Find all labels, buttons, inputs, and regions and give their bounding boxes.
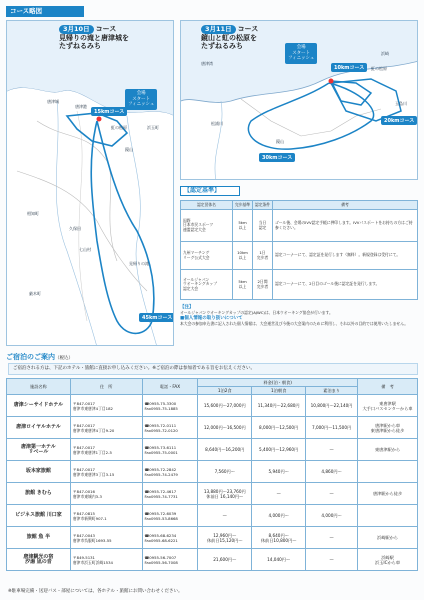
hotel-room: 7,000円〜11,500円 [306, 417, 358, 439]
lodging-title-sub: （税込） [55, 356, 73, 361]
section-header-map: コース略図 [6, 6, 84, 17]
table-row [7, 395, 418, 417]
cert-req: 5km 以上 [233, 270, 253, 300]
course-left-date: 3月10日 [59, 25, 94, 34]
hotel-double: 8,640円〜 休前日10,800円〜 [252, 527, 306, 549]
hotel-room: — [306, 527, 358, 549]
venue-marker-left [97, 117, 102, 122]
cert-cond: 2日間 完歩者 [253, 270, 273, 300]
hotel-single: 8,640円〜16,200円 [198, 439, 252, 461]
place-kyuragi: 厳木町 [29, 291, 41, 296]
place-kubota: 久保田 [69, 226, 81, 231]
cert-note: 認定コーナーにて、2日目のゴール後に認定証を発行します。 [273, 270, 418, 300]
col-tel: 電話・FAX [142, 379, 198, 395]
table-row [7, 461, 418, 483]
cert-table [180, 200, 418, 300]
hotel-name: 旅館 きむら [7, 483, 71, 505]
cert-note: ゴール後、会場のIVV認定手帳に押印します。IVVパスポートをお持ちの方はご持参ください。 [273, 210, 418, 242]
hotel-name: 唐津観光の宿 汐湯 凪の音 [7, 549, 71, 571]
cert-col-note: 備考 [273, 201, 418, 210]
cert-notes-text: オールジャパンウオーキングカップの認定(AJWC)は、日本ウオーキング協会が行います。 [180, 309, 333, 315]
lodging-table [6, 378, 418, 571]
badge-30km: 30kmコース [259, 153, 295, 162]
hotel-double: 14,040円〜 [252, 549, 306, 571]
lodging-footnote: ※駐車場完備・送迎バス・部屋については、各ホテル・旅館にお問い合わせください。 [8, 589, 183, 594]
hotel-double: — [252, 483, 306, 505]
hotel-double: 11,340円〜22,680円 [252, 395, 306, 417]
table-row [7, 549, 418, 571]
cert-panel [180, 186, 418, 346]
hotel-remark: 浜崎駅から [358, 527, 418, 549]
cert-head: 【認定基準】 [180, 186, 240, 196]
hotel-double: 5,400円〜12,960円 [252, 439, 306, 461]
cert-col-cond: 認定条件 [253, 201, 273, 210]
course-right-label: コース [237, 25, 259, 33]
hotel-addr: 〒847-0017 唐津市東唐津3丁目3-15 [70, 461, 142, 483]
cert-note: 認定コーナーにて、認定証を発行します（無料）。新規登録は受付にて。 [273, 242, 418, 270]
cert-notes-head: 【注】 [180, 305, 194, 310]
course-right-title [201, 25, 258, 51]
cert-cond: 1日 完歩者 [253, 242, 273, 270]
hotel-remark [358, 505, 418, 527]
hotel-single: 12,000円〜16,500円 [198, 417, 252, 439]
col-room: 素泊まり [306, 387, 358, 395]
table-row [7, 527, 418, 549]
hotel-tel: ☎0955-75-3300 Fax0955-75-1885 [142, 395, 198, 417]
place-hamatama: 浜玉町 [147, 125, 159, 130]
place-nanayama: 七山村 [79, 247, 91, 252]
course-right-title-line1: 鏡山と虹の松原を [201, 33, 257, 42]
col-name: 施設名称 [7, 379, 71, 395]
cert-row [181, 210, 418, 242]
hotel-name: 坂本家旅館 [7, 461, 71, 483]
hotel-name: 唐津シーサイドホテル [7, 395, 71, 417]
hotel-remark: 東唐津駅 大手口バスセンターから車 [358, 395, 418, 417]
col-single: 1泊2食 [198, 387, 252, 395]
place-right-kagami: 鏡山 [276, 139, 284, 144]
hotel-room: 10,800円〜22,140円 [306, 395, 358, 417]
place-mikaeri-falls: 見帰りの滝 [129, 261, 149, 266]
hotel-addr: 〒847-0017 唐津市東唐津1丁目2-5 [70, 439, 142, 461]
hotel-single: 15,600円〜27,000円 [198, 395, 252, 417]
hotel-tel: ☎0955-72-0111 Fax0955-72-0120 [142, 417, 198, 439]
hotel-tel: ☎0955-72-4617 Fax0955-74-7731 [142, 483, 198, 505]
hotel-remark [358, 461, 418, 483]
hotel-addr: 〒847-0016 唐津市東城内3-3 [70, 483, 142, 505]
col-price: 料金(泊・朝食) [198, 379, 358, 387]
course-left-title-line2: たずねるみち [59, 42, 101, 50]
place-karatsu-port: 唐津港 [75, 104, 87, 109]
venue-box-left: 会場 スタート フィニッシュ [125, 89, 157, 110]
hotel-tel: ☎0955-72-6039 Fax0955-53-8668 [142, 505, 198, 527]
cert-col-org: 認定団体名 [181, 201, 233, 210]
place-right-niji: 虹の松原 [371, 66, 387, 71]
place-right-tamashima: 玉島川 [395, 101, 407, 106]
hotel-name: 唐津第一ホテル リベール [7, 439, 71, 461]
hotel-name: ビジネス旅館 川口家 [7, 505, 71, 527]
place-kagamiyama: 鏡山 [125, 147, 133, 152]
course-right-date: 3月11日 [201, 25, 236, 34]
hotel-addr: 〒849-5131 唐津市浜玉町浜崎1534 [70, 549, 142, 571]
badge-20km: 20kmコース [381, 116, 417, 125]
col-double: 1泊朝食 [252, 387, 306, 395]
badge-15km: 15kmコース [91, 107, 127, 116]
hotel-room: 4,000円〜 [306, 505, 358, 527]
hotel-room: — [306, 439, 358, 461]
table-row [7, 483, 418, 505]
cert-org: オールジャパン ウオーキングカップ 認定大会 [181, 270, 233, 300]
hotel-tel: ☎0955-68-6234 Fax0955-68-6221 [142, 527, 198, 549]
map-left-graphic [7, 21, 174, 346]
lodging-title [6, 352, 73, 362]
place-karatsu-castle: 唐津城 [47, 99, 59, 104]
hotel-room: 4,860円〜 [306, 461, 358, 483]
course-right-title-line2: たずねるみち [201, 42, 243, 50]
cert-notes [180, 306, 418, 326]
hotel-tel: ☎0955-56-7007 Fax0955-56-7008 [142, 549, 198, 571]
hotel-remark: 唐津駅から徒歩 [358, 483, 418, 505]
hotel-remark: 唐津駅から車 東唐津駅から徒歩 [358, 417, 418, 439]
hotel-single: — [198, 505, 252, 527]
venue-marker-right [329, 79, 334, 84]
course-left-title-line1: 見帰りの滝と唐津城を [59, 33, 129, 42]
hotel-remark: 東唐津駅から [358, 439, 418, 461]
hotel-single: 13,880円〜23,760円 休前日 16,140円〜 [198, 483, 252, 505]
lodging-note: ご宿泊される方は、下記のホテル・旅館に直接お申し込みください。※ご宿泊の際は参加者である旨をお伝えください。 [8, 363, 418, 375]
table-row [7, 417, 418, 439]
place-ouchi: 相知町 [27, 211, 39, 216]
cert-cond: 当日 認定 [253, 210, 273, 242]
hotel-name: 旅館 魚 半 [7, 527, 71, 549]
cert-org: 国際 日本市民スポーツ 連盟認定大会 [181, 210, 233, 242]
cert-row [181, 270, 418, 300]
place-right-hamasaki: 浜崎 [381, 51, 389, 56]
badge-45km: 45kmコース [139, 313, 174, 322]
col-remark: 備 考 [358, 379, 418, 395]
course-map-left [6, 20, 174, 346]
cert-col-req: 完歩基準 [233, 201, 253, 210]
cert-req: 5km 以上 [233, 210, 253, 242]
venue-box-right: 会場 スタート フィニッシュ [285, 43, 317, 64]
hotel-tel: ☎0955-73-6111 Fax0955-75-0001 [142, 439, 198, 461]
table-row [7, 439, 418, 461]
hotel-room: — [306, 549, 358, 571]
badge-10km: 10kmコース [331, 63, 367, 72]
hotel-remark: 浜崎駅 浜玉ICから車 [358, 549, 418, 571]
cert-org: 九州マーチング リーグ公式大会 [181, 242, 233, 270]
hotel-single: 12,960円〜 休前日15,120円〜 [198, 527, 252, 549]
privacy-head: ■個人情報の取り扱いについて [180, 316, 243, 322]
hotel-addr: 〒847-0017 唐津市東唐津4丁目9-20 [70, 417, 142, 439]
privacy-text: 本大会の参加申込書に記入された個人情報は、大会運営及び今後の大会案内のために利用し、それ以外の目的では使用いたしません。 [180, 320, 409, 326]
table-row [7, 505, 418, 527]
lodging-title-text: ご宿泊のご案内 [6, 353, 55, 361]
hotel-double: 5,940円〜 [252, 461, 306, 483]
hotel-single: 7,560円〜 [198, 461, 252, 483]
cert-req: 10km 以上 [233, 242, 253, 270]
hotel-addr: 〒847-0043 唐津市呉服町1693-55 [70, 527, 142, 549]
course-map-right [180, 20, 418, 180]
course-left-title [59, 25, 129, 51]
col-addr: 住 所 [70, 379, 142, 395]
hotel-double: 4,000円〜 [252, 505, 306, 527]
hotel-double: 8,000円〜12,500円 [252, 417, 306, 439]
hotel-addr: 〒847-0815 唐津市新興町907-1 [70, 505, 142, 527]
place-right-bay: 唐津湾 [201, 61, 213, 66]
cert-row [181, 242, 418, 270]
course-left-label: コース [95, 25, 117, 33]
hotel-addr: 〒847-0017 唐津市東唐津4丁目182 [70, 395, 142, 417]
hotel-single: 21,600円〜 [198, 549, 252, 571]
hotel-name: 唐津ロイヤルホテル [7, 417, 71, 439]
place-right-matsuura: 松浦川 [211, 121, 223, 126]
place-niji-no-matsubara: 虹の松原 [111, 125, 127, 130]
hotel-room: — [306, 483, 358, 505]
hotel-tel: ☎0955-72-2842 Fax0955-74-2479 [142, 461, 198, 483]
